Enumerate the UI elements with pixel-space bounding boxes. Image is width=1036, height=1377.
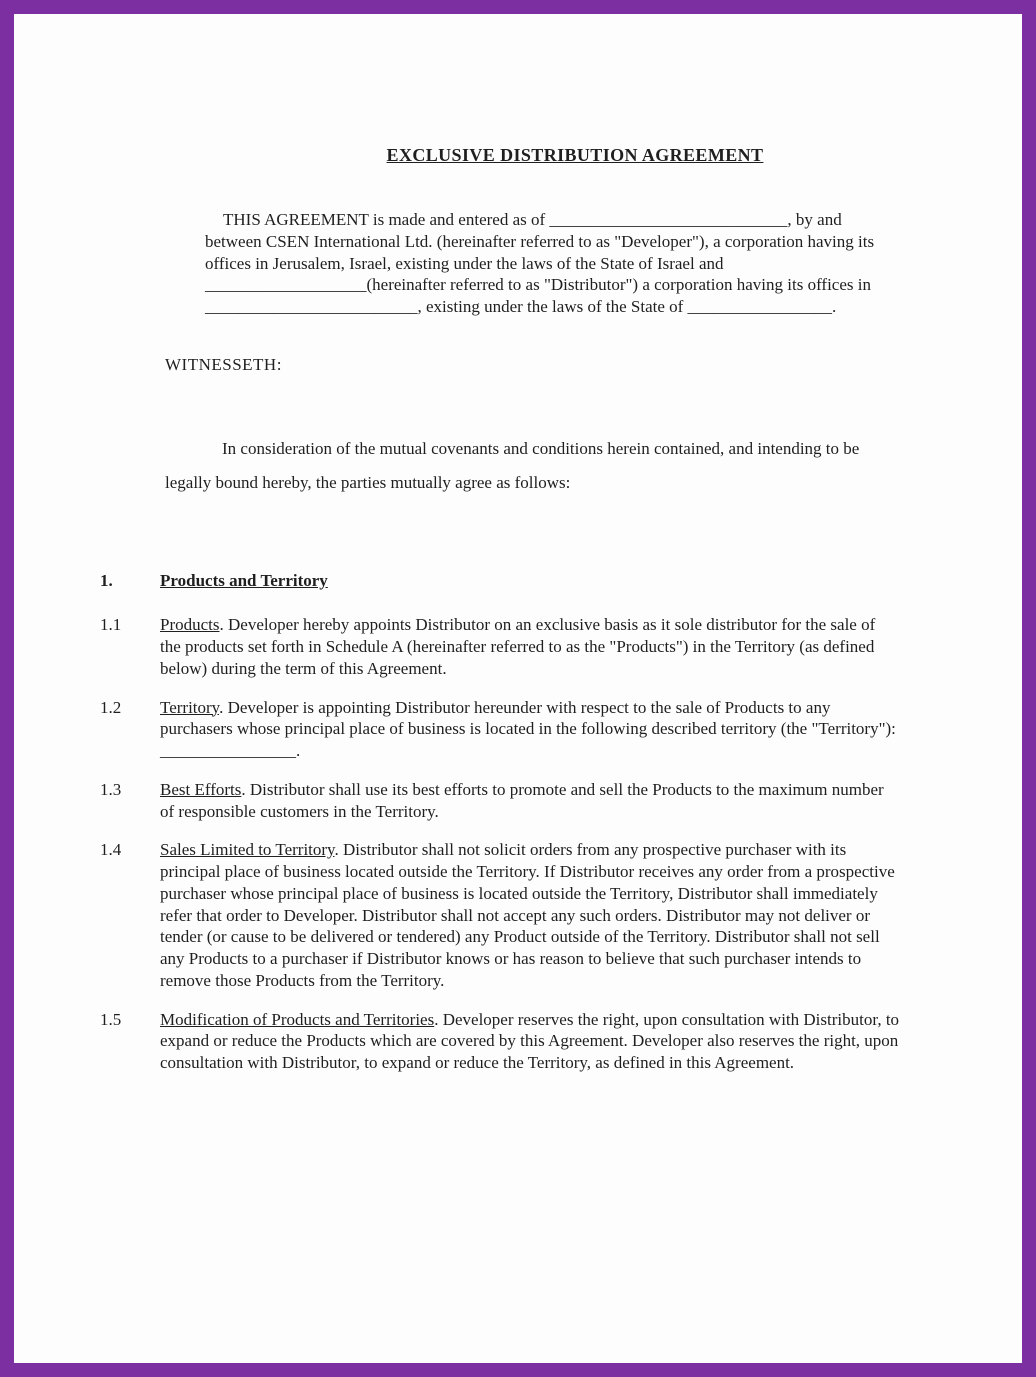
clause-1-1 (100, 614, 900, 679)
clause-text (160, 779, 900, 823)
clause-label: Sales Limited to Territory (160, 840, 335, 860)
clause-separator: . (219, 615, 228, 635)
clause-1-3 (100, 779, 900, 823)
clause-1-4 (100, 839, 900, 991)
clause-label: Products (160, 615, 220, 635)
consideration-paragraph: In consideration of the mutual covenants and conditions herein contained, and intending to be legally bound hereby, the parties mutually agree as follows: (165, 438, 860, 492)
clause-number: 1.1 (100, 615, 122, 635)
clause-number: 1.2 (100, 697, 122, 717)
intro-paragraph: THIS AGREEMENT is made and entered as of ____________________________, by and between CSEN International Ltd. (hereinafter referred to as "Developer"), a corporation having its offices in Jerusalem, Israel, existing under the laws of the State of Israel and ___________________(hereinafter referred to as "Distributor") a corporation having its offices in _________________________, existing under the laws of the State of _________________. (205, 210, 875, 317)
clause-label: Best Efforts (160, 779, 242, 799)
clause-body: Distributor shall not solicit orders from any prospective purchaser with its principal place of business located outside the Territory. If Distributor receives any order from a prospective purchaser whose principal place of business is located outside the Territory, Distributor shall immediately refer that order to Developer. Distributor shall not accept any such orders. Distributor may not deliver or tender (or cause to be delivered or tendered) any Product outside of the Territory. Distributor shall not sell any Products to a purchaser if Distributor knows or has reason to believe that such purchaser intends to remove those Products from the Territory. (160, 840, 895, 990)
section-heading (100, 570, 900, 592)
clause-separator: . (434, 1009, 443, 1029)
clause-1-2 (100, 697, 900, 762)
clause-body: Developer is appointing Distributor hereunder with respect to the sale of Products to any purchasers whose principal place of business is located in the following described territory (the "Territory"): ________________. (160, 697, 896, 761)
clause-text (160, 697, 900, 762)
clause-number: 1.3 (100, 779, 122, 799)
clause-1-5 (100, 1009, 900, 1074)
clause-separator: . (334, 840, 343, 860)
clause-number: 1.5 (100, 1009, 122, 1029)
clause-number: 1.4 (100, 840, 122, 860)
witnesseth-heading: WITNESSETH: (165, 354, 282, 374)
section-number: 1. (100, 570, 113, 590)
clause-body: Developer reserves the right, upon consultation with Distributor, to expand or reduce the Products which are covered by this Agreement. Developer also reserves the right, upon consultation with Distributor, to expand or reduce the Territory, as defined in this Agreement. (160, 1009, 900, 1073)
clause-separator: . (219, 697, 228, 717)
clause-label: Modification of Products and Territories (160, 1009, 435, 1029)
clause-body: Developer hereby appoints Distributor on an exclusive basis as it sole distributor for the sale of the products set forth in Schedule A (hereinafter referred to as the "Products") in the Territory (as defined below) during the term of this Agreement. (160, 615, 876, 678)
section-title: Products and Territory (160, 570, 328, 590)
clause-separator: . (241, 779, 250, 799)
clause-body: Distributor shall use its best efforts to promote and sell the Products to the maximum number of responsible customers in the Territory. (160, 779, 884, 821)
clause-text (160, 1009, 900, 1074)
clause-text (160, 614, 900, 679)
clause-label: Territory (160, 697, 220, 717)
clause-text (160, 839, 900, 991)
document-content (14, 144, 1022, 1074)
document-title: EXCLUSIVE DISTRIBUTION AGREEMENT (386, 145, 764, 165)
